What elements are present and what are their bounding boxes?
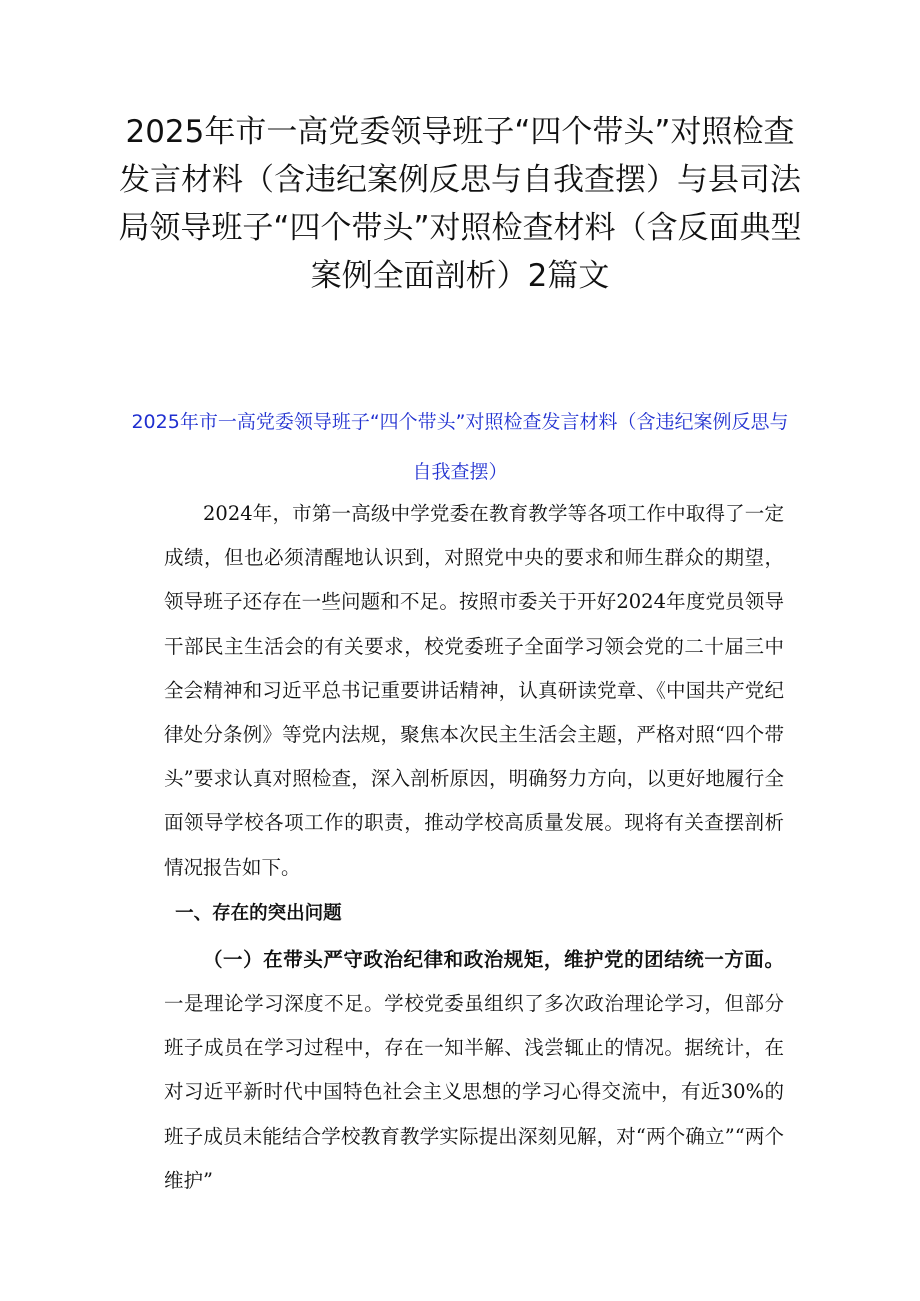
- subheading-political-discipline: （一）在带头严守政治纪律和政治规矩，维护党的团结统一方面。: [203, 947, 784, 971]
- document-title: 2025年市一高党委领导班子“四个带头”对照检查发言材料（含违纪案例反思与自我查摆）与县司法局领导班子“四个带头”对照检查材料（含反面典型案例全面剖析）2篇文: [118, 114, 802, 294]
- heading-problems: 一、存在的突出问题: [175, 902, 342, 924]
- paragraph-political-discipline: [164, 938, 784, 1203]
- section-title: 2025年市一高党委领导班子“四个带头”对照检查发言材料（含违纪案例反思与自我查摆）: [131, 411, 789, 483]
- document-body: [164, 492, 784, 1203]
- paragraph-political-discipline-text: 一是理论学习深度不足。学校党委虽组织了多次政治理论学习，但部分班子成员在学习过程中，存在一知半解、浅尝辄止的情况。据统计，在对习近平新时代中国特色社会主义思想的学习心得交流中，有近30%的班子成员未能结合学校教育教学实际提出深刻见解，对“两个确立”“两个维护”: [164, 992, 784, 1192]
- intro-paragraph: 2024年，市第一高级中学党委在教育教学等各项工作中取得了一定成绩，但也必须清醒地认识到，对照党中央的要求和师生群众的期望，领导班子还存在一些问题和不足。按照市委关于开好2024年度党员领导干部民主生活会的有关要求，校党委班子全面学习领会党的二十届三中全会精神和习近平总书记重要讲话精神，认真研读党章、《中国共产党纪律处分条例》等党内法规，聚焦本次民主生活会主题，严格对照“四个带头”要求认真对照检查，深入剖析原因，明确努力方向，以更好地履行全面领导学校各项工作的职责，推动学校高质量发展。现将有关查摆剖析情况报告如下。: [164, 502, 784, 879]
